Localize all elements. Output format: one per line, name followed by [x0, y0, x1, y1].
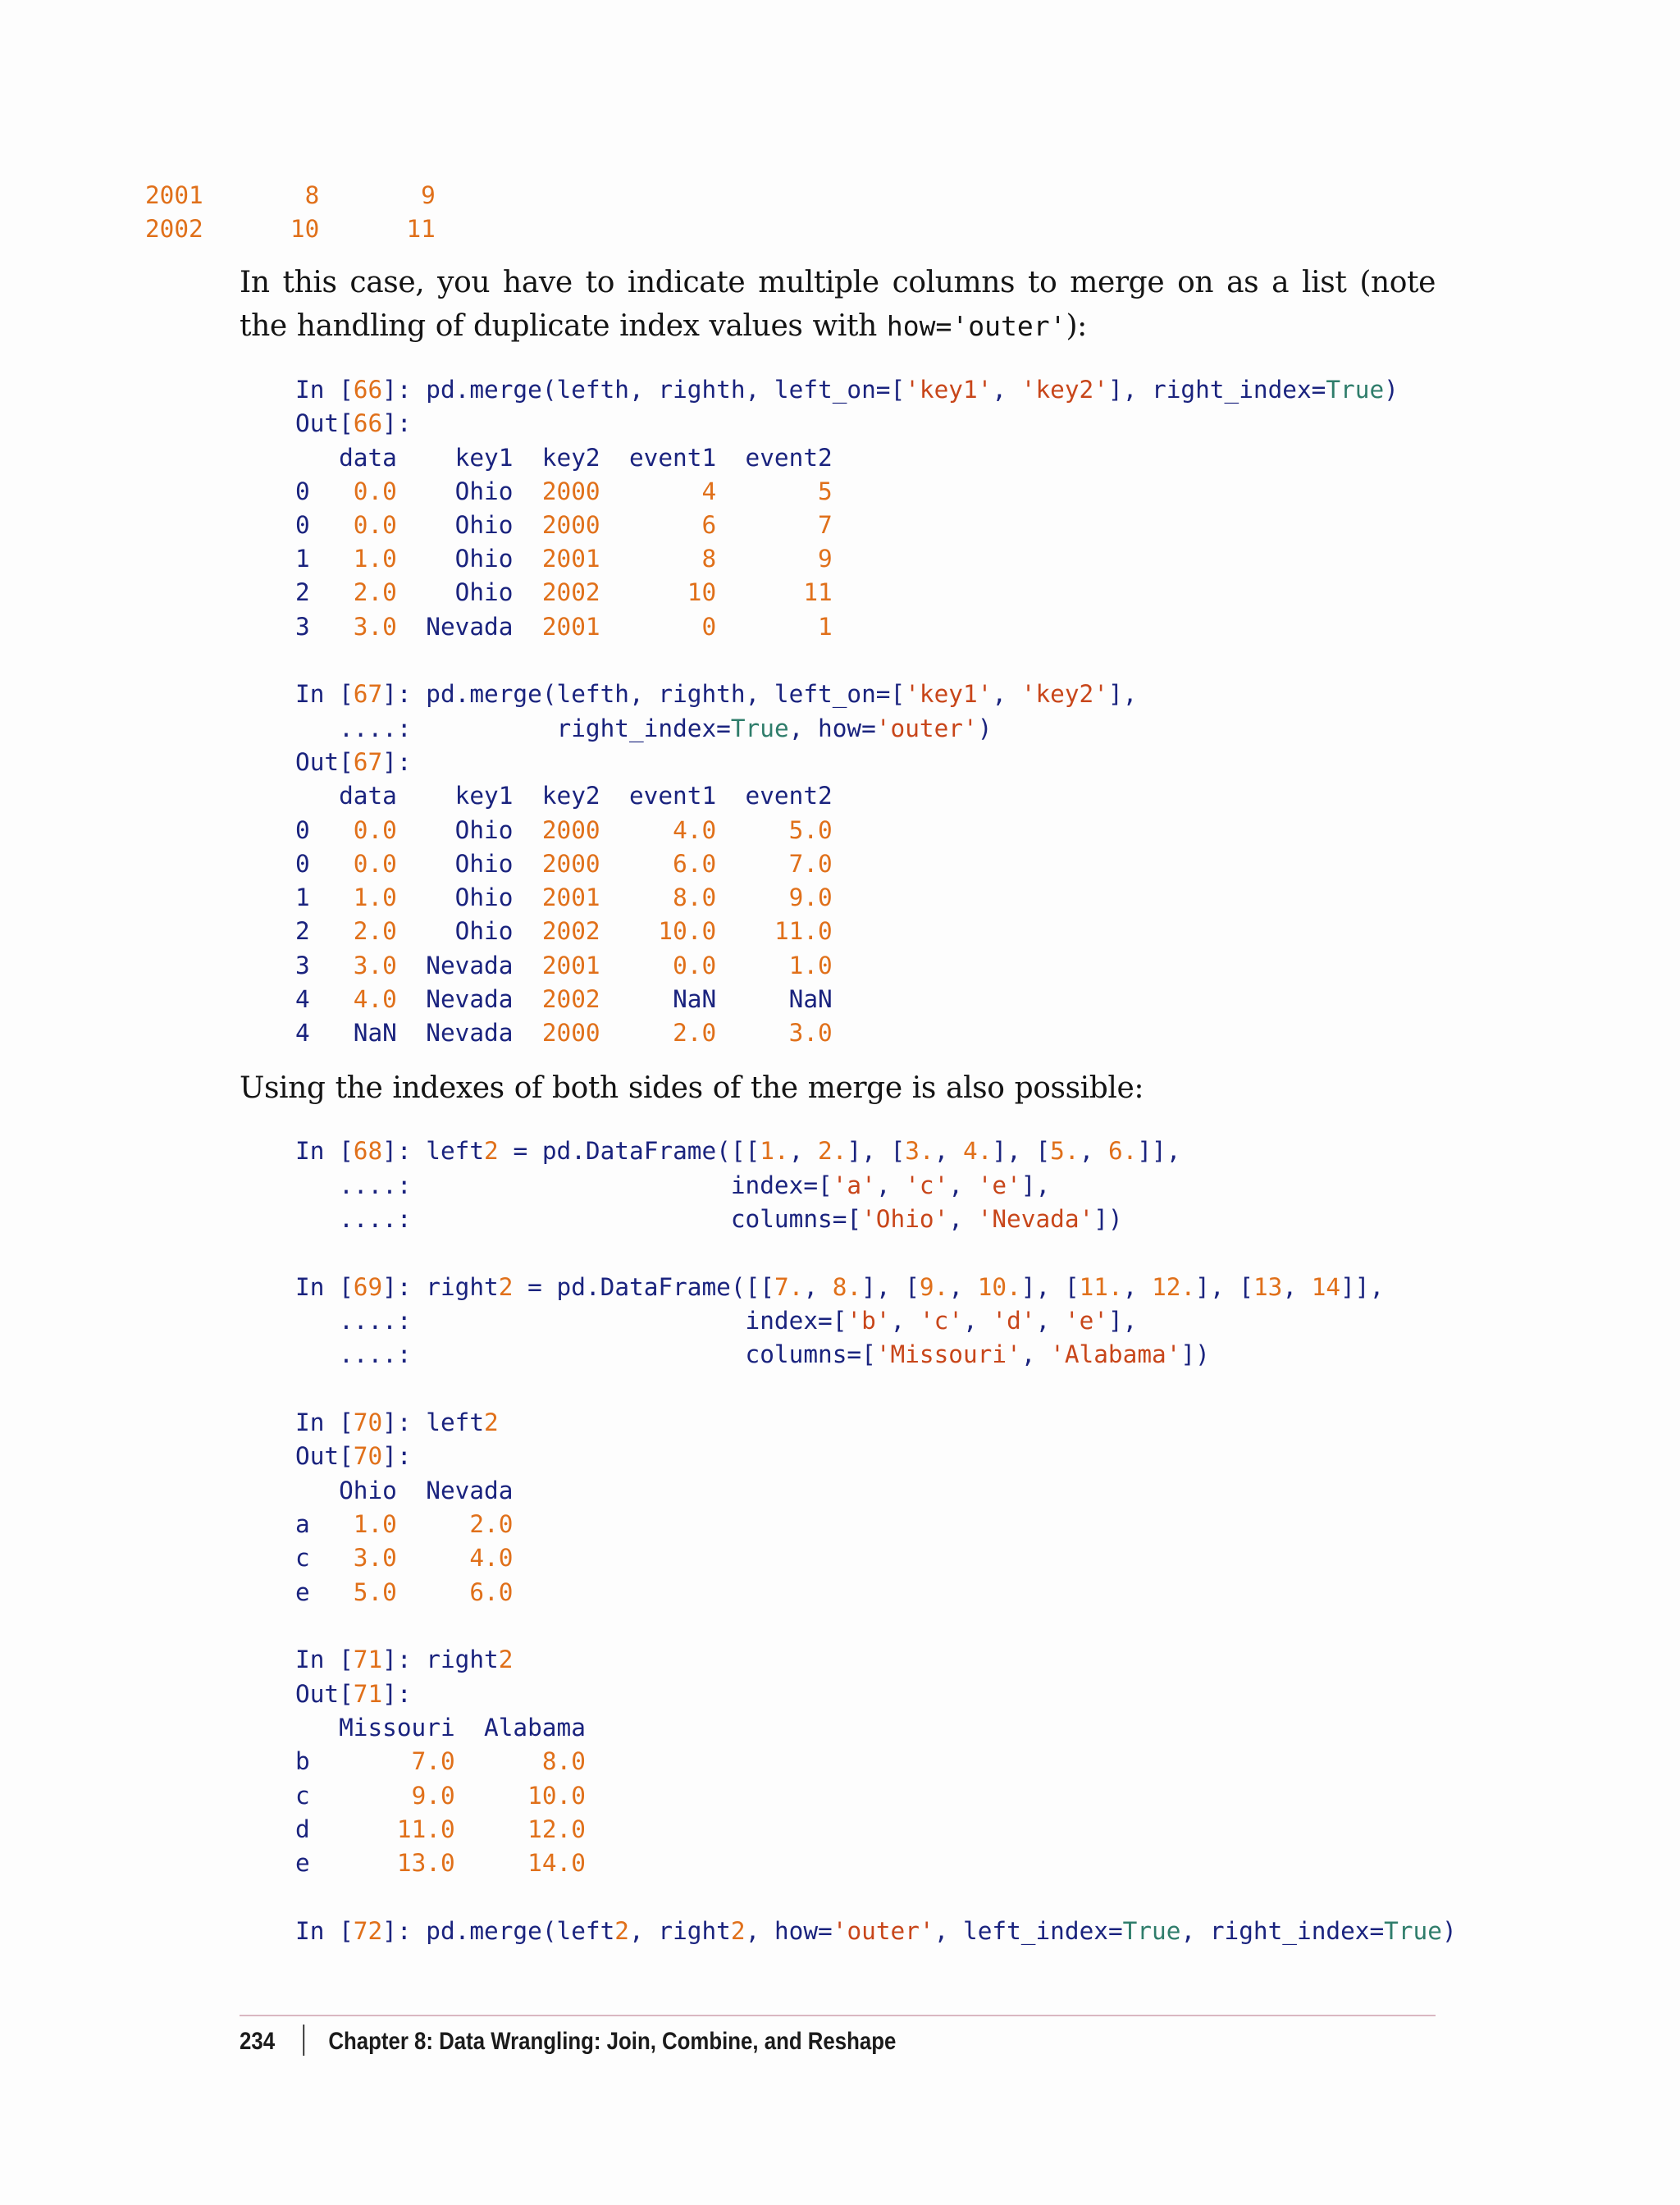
code-line [295, 678, 1137, 711]
code-text: columns=['Ohio', 'Nevada']) [426, 1205, 1123, 1233]
inline-code: how='outer' [886, 310, 1066, 342]
code-line [295, 1203, 1123, 1236]
table-header: data key1 key2 event1 event2 [295, 782, 833, 810]
paragraph-text-end: ): [1066, 309, 1087, 343]
table-row: e 5.0 6.0 [295, 1578, 514, 1606]
paragraph [240, 261, 1436, 348]
table-row: 4 4.0 Nevada 2002 NaN NaN [295, 985, 833, 1013]
table-row: b 7.0 8.0 [295, 1747, 586, 1775]
code-line [295, 1271, 1384, 1304]
code-text: columns=['Missouri', 'Alabama']) [426, 1340, 1210, 1368]
code-text: pd.merge(lefth, righth, left_on=['key1', 'key2'], [426, 680, 1138, 708]
continuation-prompt: ....: [295, 1171, 427, 1199]
code-line [295, 1915, 1457, 1948]
code-text: left2 [426, 1408, 499, 1436]
code-line [295, 373, 1399, 407]
table-row: c 3.0 4.0 [295, 1544, 514, 1572]
table-header: Missouri Alabama [295, 1714, 586, 1742]
table-row: 3 3.0 Nevada 2001 0.0 1.0 [295, 952, 833, 979]
code-text: pd.merge(left2, right2, how='outer', left_index=True, right_index=True) [426, 1917, 1457, 1945]
table-row: 0 0.0 Ohio 2000 4 5 [295, 477, 833, 505]
table-row: c 9.0 10.0 [295, 1782, 586, 1810]
code-text: right2 = pd.DataFrame([[7., 8.], [9., 10.], [11., 12.], [13, 14]], [426, 1273, 1385, 1301]
table-row: 0 0.0 Ohio 2000 4.0 5.0 [295, 816, 833, 844]
paragraph-text: Using the indexes of both sides of the merge is also possible: [240, 1071, 1144, 1105]
table-row: 3 3.0 Nevada 2001 0 1 [295, 613, 833, 641]
input-prompt: In [72]: [295, 1917, 427, 1945]
input-prompt: In [69]: [295, 1273, 427, 1301]
table-header: data key1 key2 event1 event2 [295, 444, 833, 472]
continuation-prompt: ....: [295, 1307, 427, 1335]
code-text: right2 [426, 1646, 514, 1673]
code-line [295, 1134, 1180, 1168]
paragraph-text: In this case, you have to indicate multiple columns to merge on as a list (note the handling of duplicate index values with [240, 266, 1436, 343]
continuation-prompt: ....: [295, 714, 427, 742]
code-text: right_index=True, how='outer') [426, 714, 993, 742]
output-prompt: Out[67]: [295, 748, 412, 776]
output-prompt: Out[71]: [295, 1680, 412, 1708]
table-row: 1 1.0 Ohio 2001 8 9 [295, 545, 833, 573]
page-number: 234 [240, 2028, 276, 2055]
table-row: 2 2.0 Ohio 2002 10.0 11.0 [295, 917, 833, 945]
code-text: left2 = pd.DataFrame([[1., 2.], [3., 4.], [5., 6.]], [426, 1137, 1181, 1165]
input-prompt: In [68]: [295, 1137, 427, 1165]
table-row: d 11.0 12.0 [295, 1815, 586, 1843]
table-row: 1 1.0 Ohio 2001 8.0 9.0 [295, 883, 833, 911]
input-prompt: In [71]: [295, 1646, 427, 1673]
table-row: a 1.0 2.0 [295, 1510, 514, 1538]
footer-separator [303, 2025, 304, 2056]
table-row: 0 0.0 Ohio 2000 6 7 [295, 511, 833, 539]
input-prompt: In [66]: [295, 376, 427, 404]
code-line [295, 1643, 513, 1677]
table-row: 0 0.0 Ohio 2000 6.0 7.0 [295, 850, 833, 878]
input-prompt: In [70]: [295, 1408, 427, 1436]
table-row: 4 NaN Nevada 2000 2.0 3.0 [295, 1019, 833, 1047]
continuation-prompt: ....: [295, 1340, 427, 1368]
code-line [295, 1304, 1137, 1338]
output-prompt: Out[70]: [295, 1442, 412, 1470]
continuation-prompt: ....: [295, 1205, 427, 1233]
table-header: Ohio Nevada [295, 1477, 514, 1504]
chapter-title: Chapter 8: Data Wrangling: Join, Combine, and Reshape [328, 2028, 897, 2055]
page-footer [240, 2025, 896, 2056]
output-line: 2001 8 9 [0, 181, 436, 209]
code-line [295, 1338, 1210, 1372]
code-line [295, 1406, 499, 1440]
footer-rule [240, 2015, 1436, 2016]
output-line: 2002 10 11 [0, 215, 436, 243]
code-line [295, 712, 992, 746]
code-text: index=['b', 'c', 'd', 'e'], [426, 1307, 1138, 1335]
input-prompt: In [67]: [295, 680, 427, 708]
table-row: 2 2.0 Ohio 2002 10 11 [295, 578, 833, 606]
code-text: pd.merge(lefth, righth, left_on=['key1', 'key2'], right_index=True) [426, 376, 1399, 404]
table-row: e 13.0 14.0 [295, 1849, 586, 1877]
output-prompt: Out[66]: [295, 409, 412, 437]
paragraph [240, 1066, 1436, 1110]
code-text: index=['a', 'c', 'e'], [426, 1171, 1051, 1199]
code-line [295, 1169, 1050, 1203]
